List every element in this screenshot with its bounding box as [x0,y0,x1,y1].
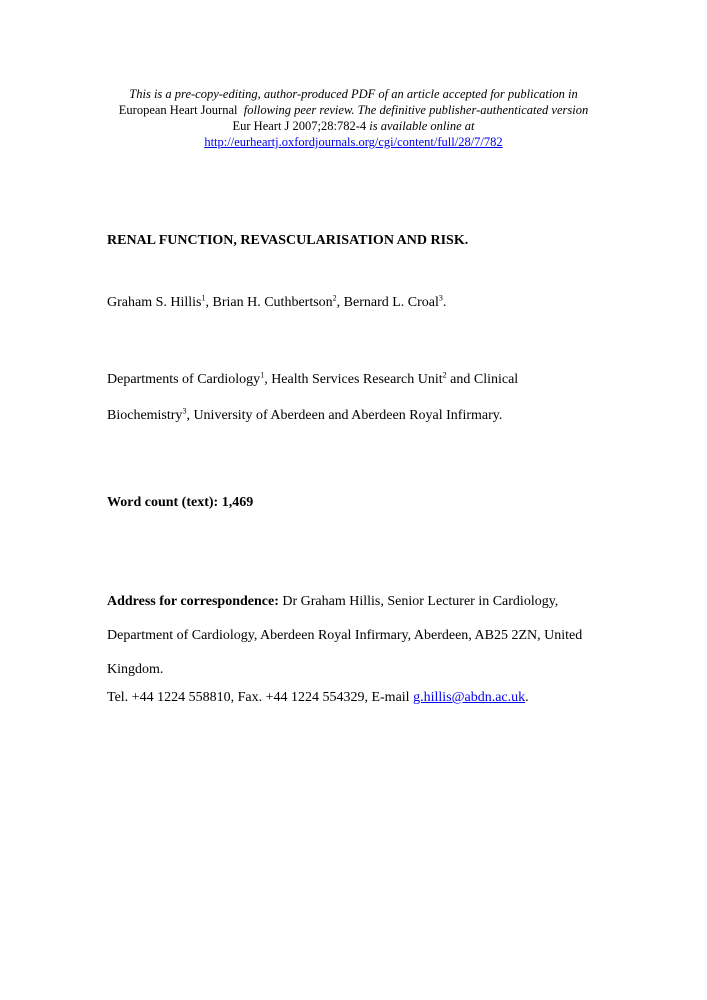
notice-line-2-rest: following peer review. The definitive publisher-authenticated version [243,103,589,117]
article-url-link[interactable]: http://eurheartj.oxfordjournals.org/cgi/content/full/28/7/782 [204,135,503,149]
affiliation-text: Departments of Cardiology [107,372,261,387]
affiliation-text: Biochemistry [107,408,183,423]
author-affiliation-number: 3 [438,293,443,303]
affiliation-number: 2 [442,370,447,380]
affiliations [107,362,627,434]
correspondence-text: Dr Graham Hillis, Senior Lecturer in Cardiology, [278,594,559,609]
contact-end: . [525,690,529,705]
affiliation-line-2 [107,398,627,434]
publication-notice [80,86,627,150]
author-separator: . [442,295,447,310]
author-name: Graham S. Hillis [107,295,202,310]
correspondence-line-1 [107,585,627,619]
notice-line-4 [80,134,627,150]
phone-fax-text: Tel. +44 1224 558810, Fax. +44 1224 554329, E-mail [107,690,414,705]
affiliation-number: 1 [260,370,265,380]
affiliation-text: and Clinical [446,372,519,387]
notice-line-2 [80,102,627,118]
affiliation-number: 3 [182,406,187,416]
affiliation-line-1 [107,362,627,398]
affiliation-text: , University of Aberdeen and Aberdeen Royal Infirmary. [186,408,503,423]
correspondence-address [107,585,627,687]
author-affiliation-number: 2 [332,293,337,303]
correspondence-line-3: Kingdom. [107,662,164,677]
article-title: RENAL FUNCTION, REVASCULARISATION AND RISK. [107,233,469,248]
author-list [107,295,627,311]
author-separator: , [205,295,213,310]
contact-details [107,690,627,706]
notice-line-3 [80,118,627,134]
notice-line-1: This is a pre-copy-editing, author-produced PDF of an article accepted for publication in [129,87,578,101]
author-name: Brian H. Cuthbertson [212,295,333,310]
affiliation-text: , Health Services Research Unit [264,372,443,387]
word-count: Word count (text): 1,469 [107,495,254,510]
notice-line-3-rest: is available online at [369,119,475,133]
author-name: Bernard L. Croal [343,295,439,310]
correspondence-label: Address for correspondence: [107,594,279,609]
author-separator: , [336,295,344,310]
journal-name: European Heart Journal [118,103,238,117]
email-link[interactable]: g.hillis@abdn.ac.uk [413,690,526,705]
author-affiliation-number: 1 [201,293,206,303]
citation: Eur Heart J 2007;28:782-4 [232,119,367,133]
correspondence-line-2: Department of Cardiology, Aberdeen Royal Infirmary, Aberdeen, AB25 2ZN, United [107,628,583,643]
